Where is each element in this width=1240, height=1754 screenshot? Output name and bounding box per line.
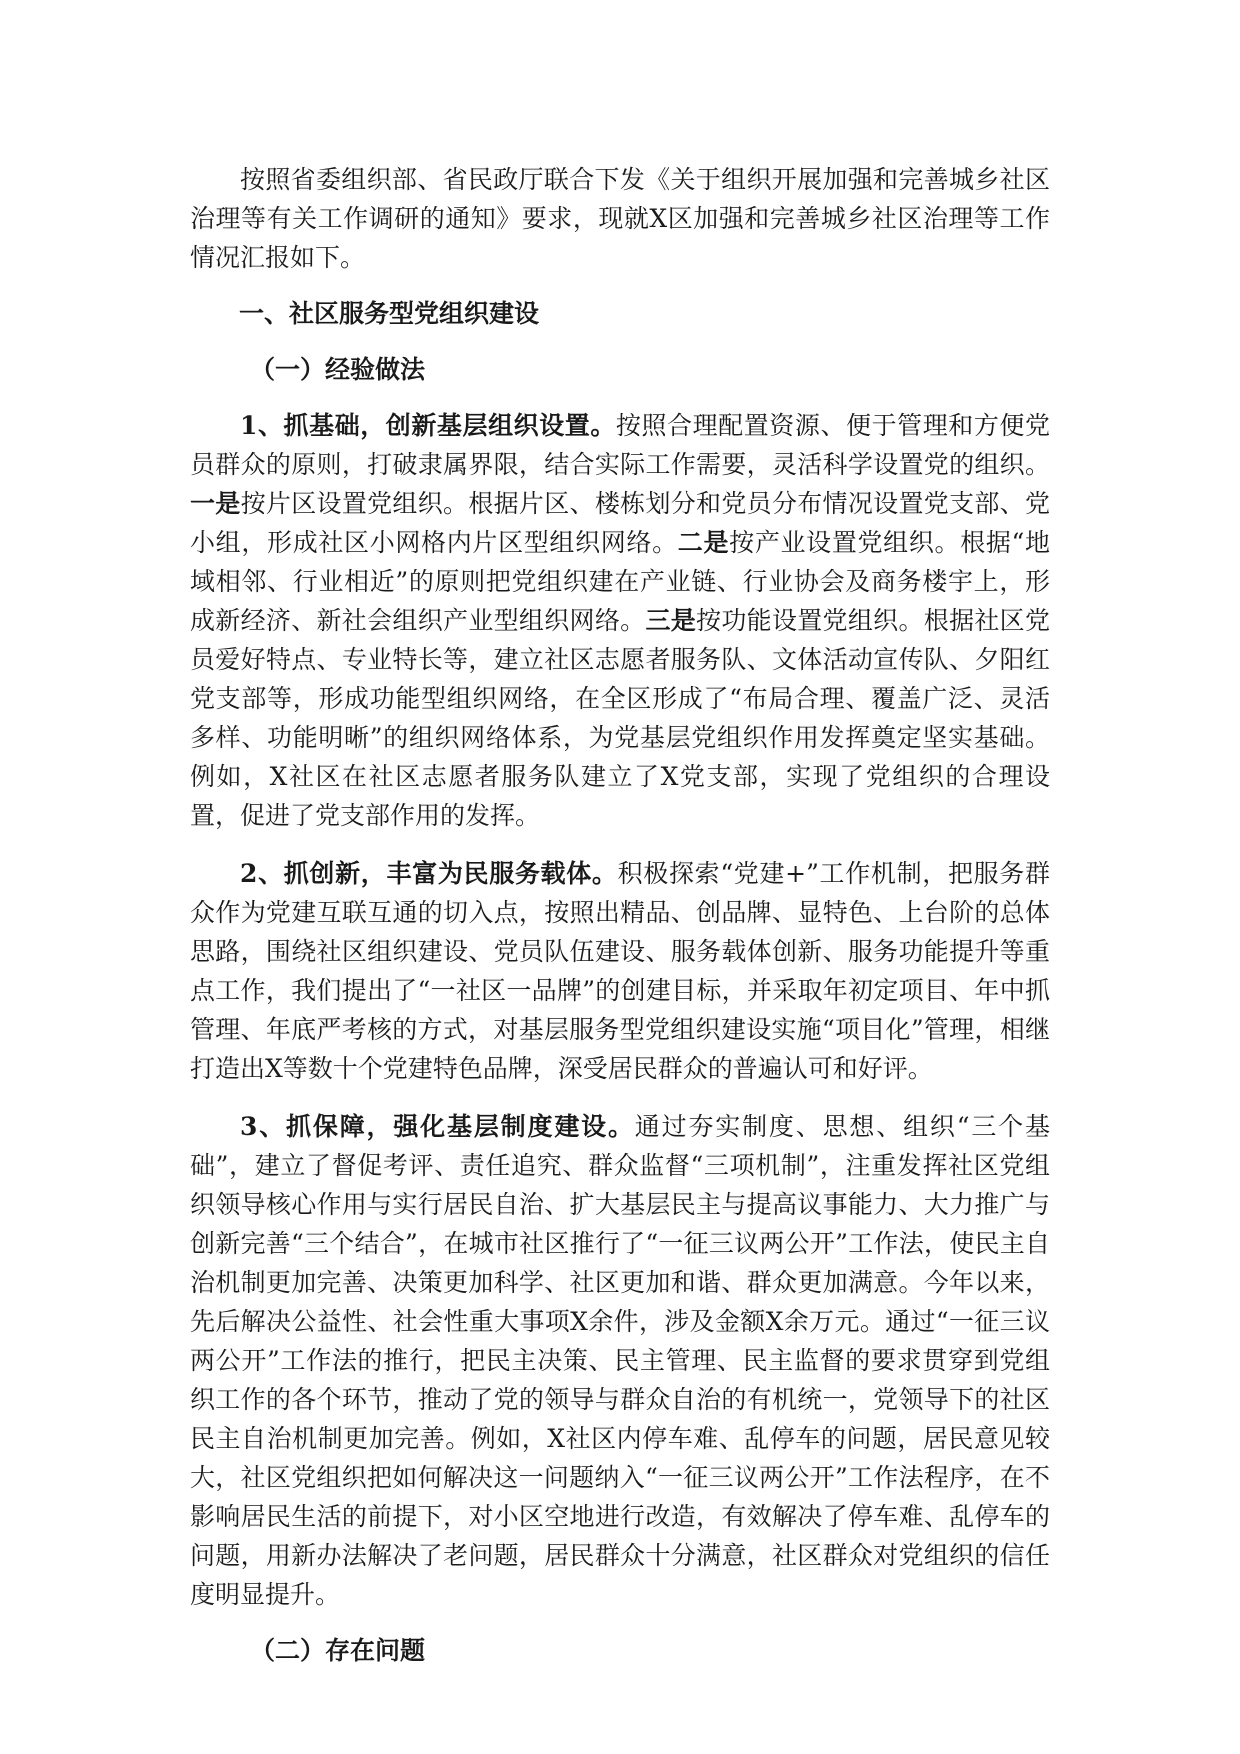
paragraph-text: 按照合理配置资源、便于管理和方便党员群众的原则，打破隶属界限，结合实际工作需要，灵活科学设置党的组织。 — [190, 411, 1050, 479]
paragraph-lead: 1、抓基础，创新基层组织设置。 — [240, 411, 616, 440]
document-body — [190, 160, 1050, 1670]
paragraph-guarantee — [190, 1107, 1050, 1614]
intro-paragraph: 按照省委组织部、省民政厅联合下发《关于组织开展加强和完善城乡社区治理等有关工作调研的通知》要求，现就X区加强和完善城乡社区治理等工作情况汇报如下。 — [190, 165, 1050, 272]
paragraph-text: 积极探索“党建+”工作机制，把服务群众作为党建互联互通的切入点，按照出精品、创品牌、显特色、上台阶的总体思路，围绕社区组织建设、党员队伍建设、服务载体创新、服务功能提升等重点工作，我们提出了“一社区一品牌”的创建目标，并采取年初定项目、年中抓管理、年底严考核的方式，对基层服务型党组织建设实施“项目化”管理，相继打造出X等数十个党建特色品牌，深受居民群众的普遍认可和好评。 — [190, 859, 1050, 1083]
paragraph-lead: 2、抓创新，丰富为民服务载体。 — [240, 859, 618, 888]
emphasis-first: 一是 — [190, 489, 241, 518]
paragraph-text: 按片区设置党组织。根据片区、楼栋划分和党员分布情况设置党支部、党小组，形成社区小网格内片区型组织网络。 — [190, 489, 1050, 557]
paragraph-lead: 3、抓保障，强化基层制度建设。 — [240, 1112, 635, 1141]
paragraph-text: 通过夯实制度、思想、组织“三个基础”，建立了督促考评、责任追究、群众监督“三项机制”，注重发挥社区党组织领导核心作用与实行居民自治、扩大基层民主与提高议事能力、大力推广与创新完善“三个结合”，在城市社区推行了“一征三议两公开”工作法，使民主自治机制更加完善、决策更加科学、社区更加和谐、群众更加满意。今年以来，先后解决公益性、社会性重大事项X余件，涉及金额X余万元。通过“一征三议两公开”工作法的推行，把民主决策、民主管理、民主监督的要求贯穿到党组织工作的各个环节，推动了党的领导与群众自治的有机统一，党领导下的社区民主自治机制更加完善。例如，X社区内停车难、乱停车的问题，居民意见较大，社区党组织把如何解决这一问题纳入“一征三议两公开”工作法程序，在不影响居民生活的前提下，对小区空地进行改造，有效解决了停车难、乱停车的问题，用新办法解决了老问题，居民群众十分满意，社区群众对党组织的信任度明显提升。 — [190, 1112, 1050, 1609]
paragraph-text: 按产业设置党组织。根据“地域相邻、行业相近”的原则把党组织建在产业链、行业协会及商务楼宇上，形成新经济、新社会组织产业型组织网络。 — [190, 528, 1050, 635]
subsection-heading-problems: （二）存在问题 — [250, 1636, 426, 1665]
subsection-heading-experience: （一）经验做法 — [250, 355, 426, 384]
paragraph-innovation — [190, 854, 1050, 1088]
paragraph-basics — [190, 406, 1050, 835]
section-heading: 一、社区服务型党组织建设 — [239, 299, 540, 328]
emphasis-third: 三是 — [645, 606, 697, 635]
emphasis-second: 二是 — [677, 528, 730, 557]
paragraph-text: 按功能设置党组织。根据社区党员爱好特点、专业特长等，建立社区志愿者服务队、文体活动宣传队、夕阳红党支部等，形成功能型组织网络，在全区形成了“布局合理、覆盖广泛、灵活多样、功能明晰”的组织网络体系，为党基层党组织作用发挥奠定坚实基础。例如，X社区在社区志愿者服务队建立了X党支部，实现了党组织的合理设置，促进了党支部作用的发挥。 — [190, 606, 1050, 830]
